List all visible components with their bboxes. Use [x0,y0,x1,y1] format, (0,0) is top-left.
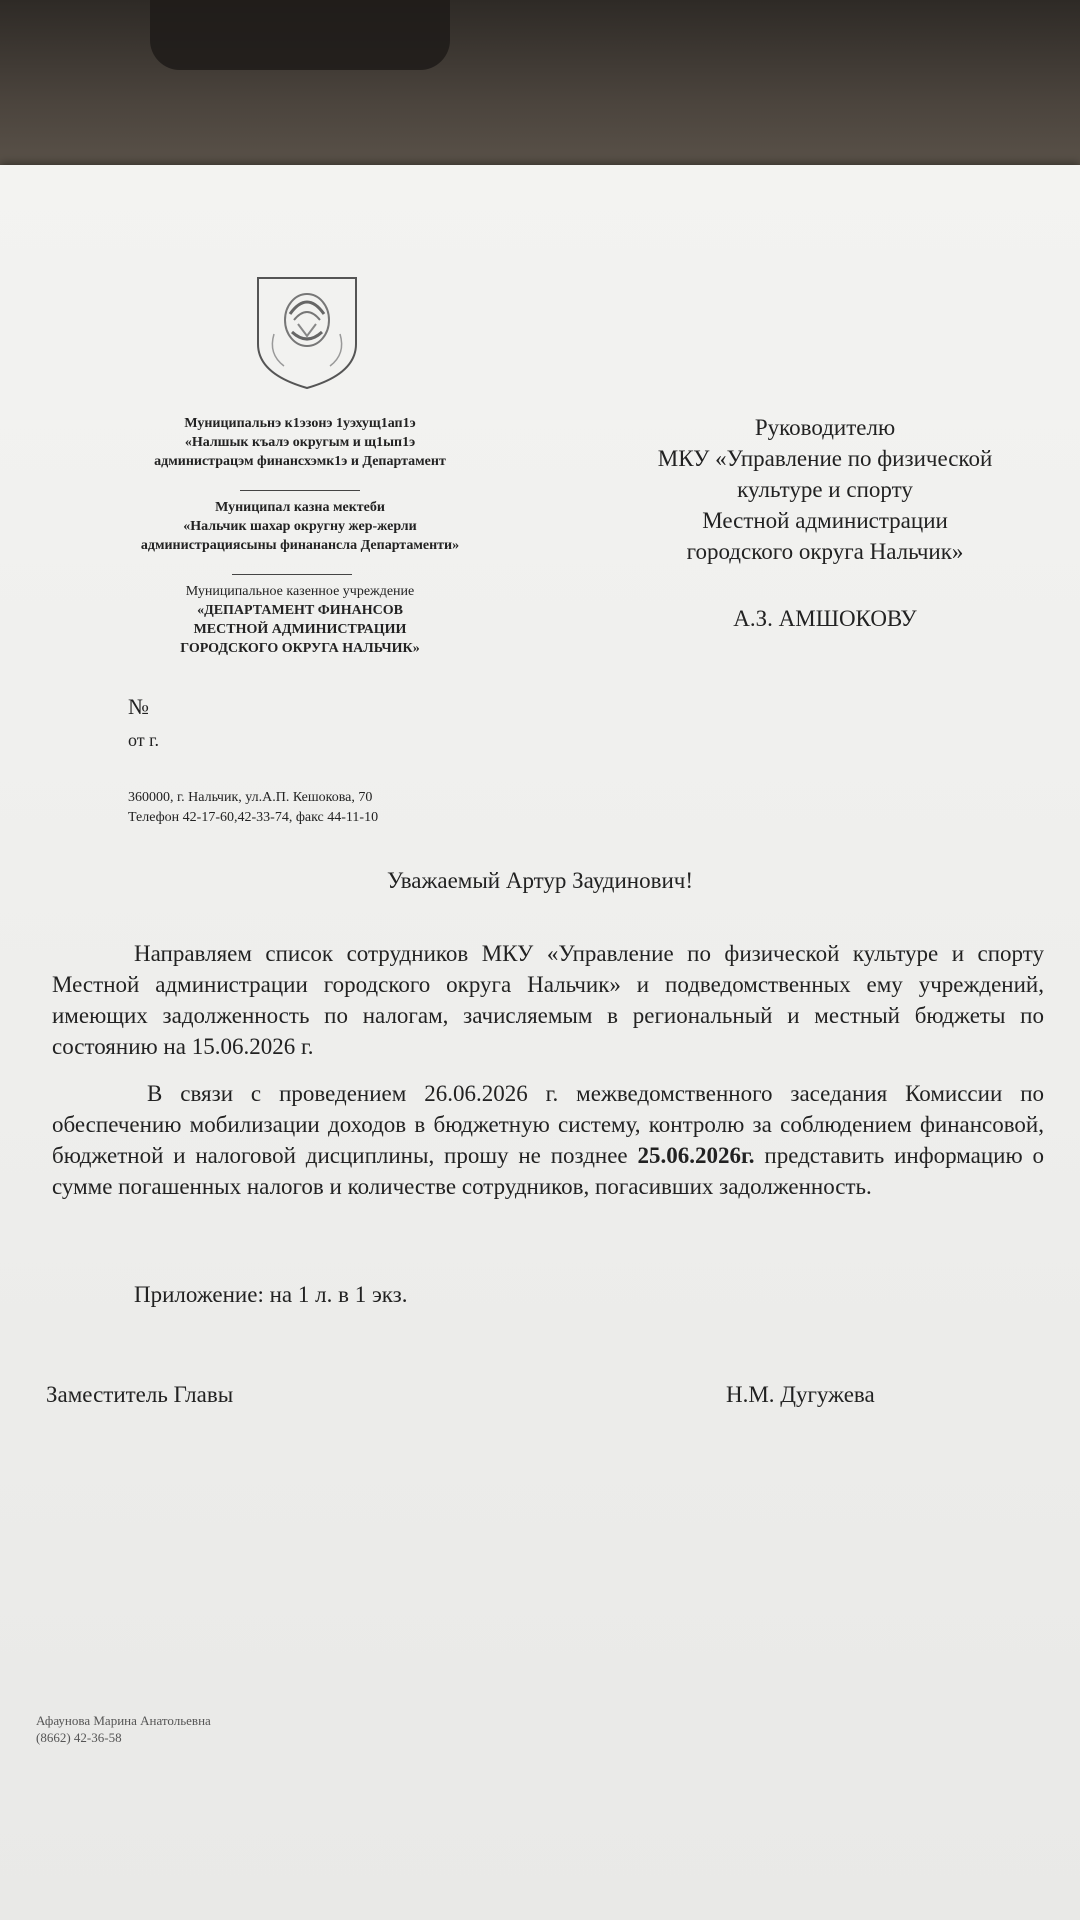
phone-line: Телефон 42-17-60,42-33-74, факс 44-11-10 [128,810,379,825]
letterhead-org-type: Муниципальное казенное учреждение [185,584,415,599]
addressee-block [600,412,1050,567]
letterhead-line: Муниципальнэ к1эзонэ 1уэхущ1ап1э [184,416,416,431]
paragraph-text: В связи с проведением 26.06.2026 г. межведомственного заседания Комиссии по обеспечению мобилизации доходов в бюджетную систему, контролю за соблюдением финансовой, бюджетной и налоговой дисциплины, прошу не позднее [52,1081,1044,1168]
coat-of-arms-emblem [254,274,360,392]
background-object [150,0,450,70]
letterhead-line: «ДЕПАРТАМЕНТ ФИНАНСОВ [197,603,403,618]
letterhead-balkar [60,498,540,555]
letterhead-kabardian [60,414,540,471]
addressee-line: городского округа Нальчик» [686,539,964,564]
address-line: 360000, г. Нальчик, ул.А.П. Кешокова, 70 [128,790,373,805]
letterhead-line: ГОРОДСКОГО ОКРУГА НАЛЬЧИК» [180,641,420,656]
executor-info [36,1712,211,1746]
body-paragraph-2 [52,1078,1044,1202]
deadline-date: 25.06.2026г. [637,1143,755,1168]
signatory-name: Н.М. Дугужева [726,1382,875,1407]
body-paragraph-1: Направляем список сотрудников МКУ «Управление по физической культуре и спорту Местной администрации городского округа Нальчик» и подведомственных ему учреждений, имеющих задолженность по налогам, зачисляемым в региональный и местный бюджеты по состоянию на 15.06.2026 г. [52,941,1044,1059]
letterhead-line: администрациясыны финанансла Департаменти» [140,538,460,553]
letterhead-line: МЕСТНОЙ АДМИНИСТРАЦИИ [193,622,407,637]
addressee-line: культуре и спорту [737,477,913,502]
appendix-note: Приложение: на 1 л. в 1 экз. [134,1282,408,1307]
paragraph-text: представить информацию о сумме погашенных налогов и количестве сотрудников, погасивших задолженность. [52,1143,1044,1199]
letterhead-divider [240,490,360,491]
letterhead-russian [60,582,540,658]
letterhead-line: Муниципал казна мектеби [215,500,385,515]
salutation: Уважаемый Артур Заудинович! [387,868,693,893]
addressee-name: А.З. АМШОКОВУ [733,606,917,631]
letterhead-line: «Нальчик шахар округну жер-жерли [183,519,417,534]
addressee-line: МКУ «Управление по физической [657,446,993,471]
photo-background [0,0,1080,170]
document-date: от г. [128,730,159,750]
letterhead-line: «Налшык къалэ округым и щ1ып1э [184,435,416,450]
executor-name: Афаунова Марина Анатольевна [36,1713,211,1728]
document-number: № [128,694,149,719]
executor-phone: (8662) 42-36-58 [36,1730,122,1745]
letterhead-line: администрацэм финансхэмк1э и Департамент [154,454,446,469]
addressee-line: Руководителю [754,415,896,440]
sender-address [128,788,378,828]
addressee-line: Местной администрации [702,508,948,533]
signatory-role: Заместитель Главы [46,1382,234,1407]
letterhead-divider [232,574,352,575]
